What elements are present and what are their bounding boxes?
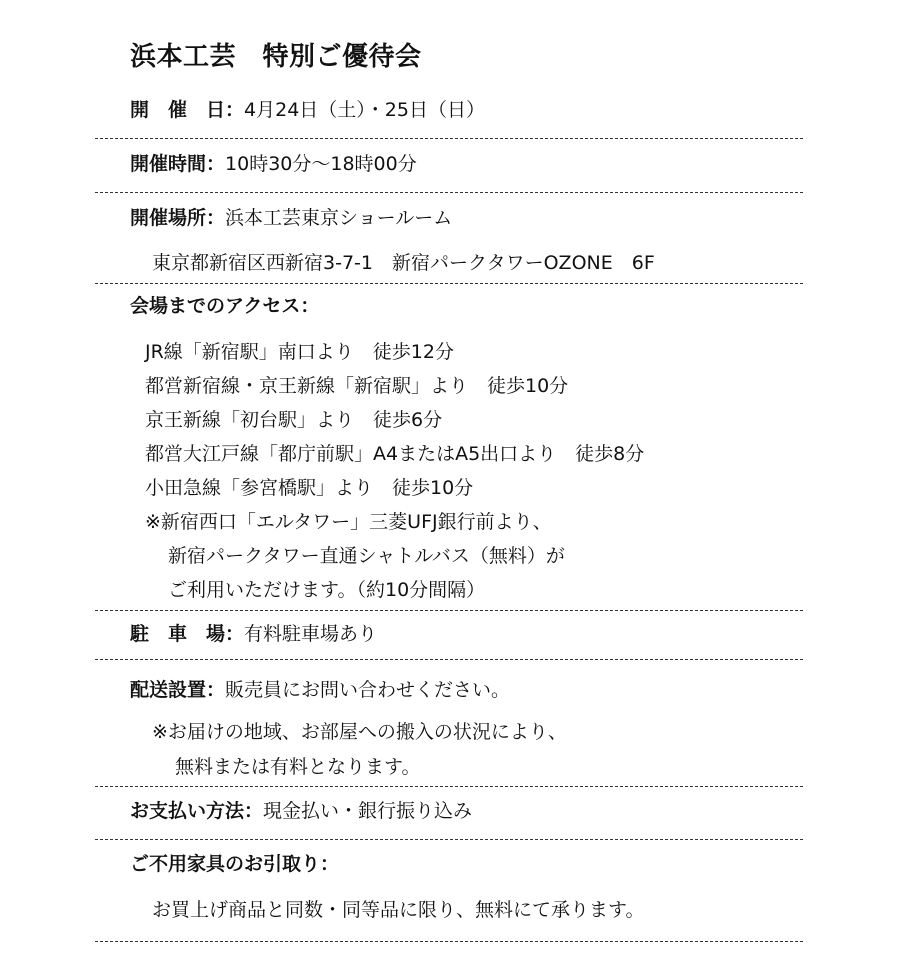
payment-row xyxy=(130,799,472,823)
divider xyxy=(95,138,803,139)
pickup-value: お買上げ商品と同数・同等品に限り、無料にて承ります。 xyxy=(152,899,645,921)
access-line: 都営新宿線・京王新線「新宿駅」より 徒歩10分 xyxy=(145,375,569,397)
delivery-note: ※お届けの地域、お部屋への搬入の状況により、 xyxy=(152,721,567,743)
delivery-label: 配送設置： xyxy=(130,679,226,701)
divider xyxy=(95,192,803,193)
access-line: 小田急線「参宮橋駅」より 徒歩10分 xyxy=(145,477,474,499)
divider xyxy=(95,610,803,611)
event-hours-row xyxy=(130,152,417,176)
event-date-label: 開 催 日： xyxy=(130,99,245,121)
venue-address: 東京都新宿区西新宿3-7-1 新宿パークタワーOZONE 6F xyxy=(152,252,655,274)
access-note: ※新宿西口「エルタワー」三菱UFJ銀行前より、 xyxy=(145,511,552,533)
parking-label: 駐 車 場： xyxy=(130,623,245,645)
venue-row xyxy=(130,206,452,230)
payment-label: お支払い方法： xyxy=(130,800,264,822)
event-hours-label: 開催時間： xyxy=(130,153,226,175)
divider xyxy=(95,839,803,840)
event-hours-value: 10時30分～18時00分 xyxy=(225,153,417,175)
venue-value: 浜本工芸東京ショールーム xyxy=(225,207,453,229)
divider xyxy=(95,941,803,942)
access-note: ご利用いただけます。（約10分間隔） xyxy=(168,579,486,601)
payment-value: 現金払い・銀行振り込み xyxy=(263,800,473,822)
divider xyxy=(95,786,803,787)
divider xyxy=(95,659,803,660)
pickup-row xyxy=(130,852,339,876)
access-label: 会場までのアクセス： xyxy=(130,295,320,317)
access-row xyxy=(130,294,319,318)
access-line: 都営大江戸線「都庁前駅」A4またはA5出口より 徒歩8分 xyxy=(145,443,645,465)
delivery-row xyxy=(130,678,510,702)
event-date-value: 4月24日（土）・25日（日） xyxy=(244,99,485,121)
parking-row xyxy=(130,622,377,646)
access-line: JR線「新宿駅」南口より 徒歩12分 xyxy=(145,341,454,363)
delivery-note: 無料または有料となります。 xyxy=(175,756,421,778)
document-title: 浜本工芸 特別ご優待会 xyxy=(130,42,422,72)
access-line: 京王新線「初台駅」より 徒歩6分 xyxy=(145,409,443,431)
pickup-label: ご不用家具のお引取り： xyxy=(130,853,340,875)
delivery-value: 販売員にお問い合わせください。 xyxy=(225,679,511,701)
divider xyxy=(95,283,803,284)
access-note: 新宿パークタワー直通シャトルバス（無料）が xyxy=(168,545,565,567)
venue-label: 開催場所： xyxy=(130,207,226,229)
parking-value: 有料駐車場あり xyxy=(244,623,378,645)
event-date-row xyxy=(130,98,485,122)
